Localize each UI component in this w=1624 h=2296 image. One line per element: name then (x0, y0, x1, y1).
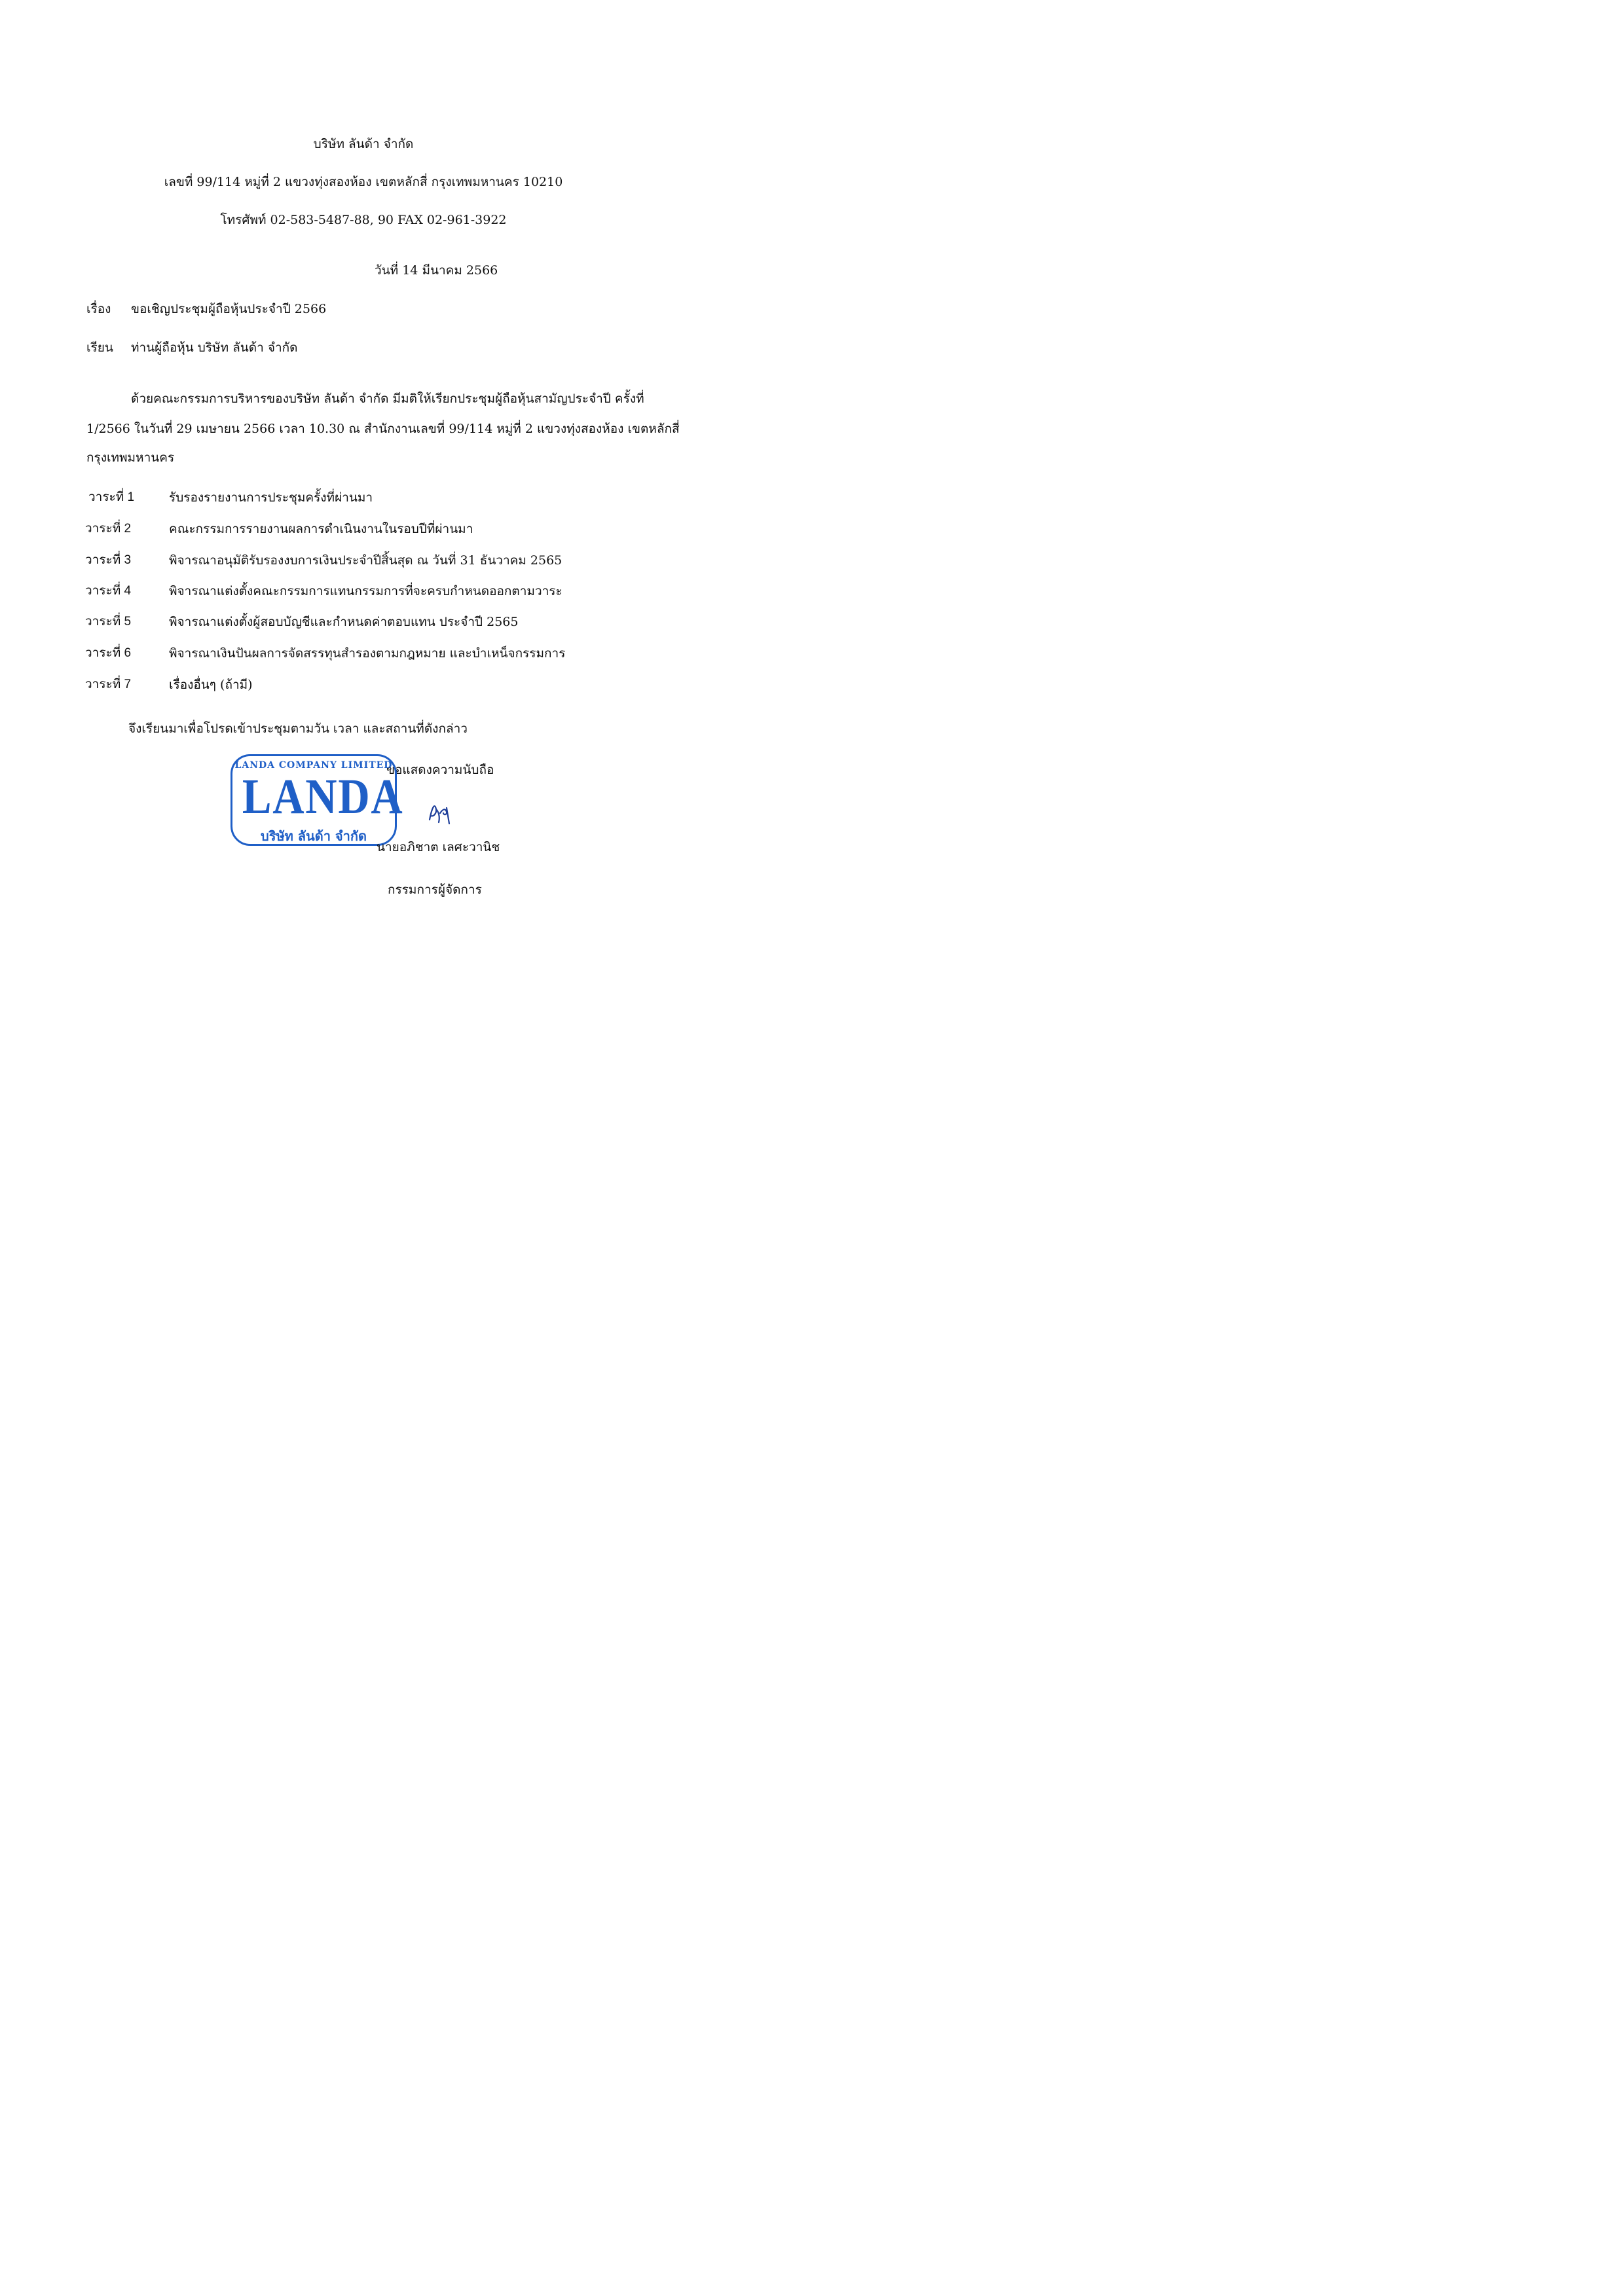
agenda-text: คณะกรรมการรายงานผลการดำเนินงานในรอบปีที่ผ่านมา (169, 522, 473, 536)
letter-date: วันที่ 14 มีนาคม 2566 (375, 263, 498, 278)
company-name: บริษัท ลันด้า จำกัด (313, 137, 414, 151)
closing-sentence: จึงเรียนมาเพื่อโปรดเข้าประชุมตามวัน เวลา และสถานที่ดังกล่าว (128, 721, 468, 736)
subject-text: ขอเชิญประชุมผู้ถือหุ้นประจำปี 2566 (131, 302, 327, 316)
company-address: เลขที่ 99/114 หมู่ที่ 2 แขวงทุ่งสองห้อง เขตหลักสี่ กรุงเทพมหานคร 10210 (164, 175, 563, 189)
agenda-number: วาระที่ 3 (85, 553, 132, 567)
body-line-2: 1/2566 ในวันที่ 29 เมษายน 2566 เวลา 10.30 ณ สำนักงานเลขที่ 99/114 หมู่ที่ 2 แขวงทุ่งสองห้อง เขตหลักสี่ (86, 422, 680, 436)
regards-text: ขอแสดงความนับถือ (386, 763, 494, 777)
agenda-text: พิจารณาแต่งตั้งคณะกรรมการแทนกรรมการที่จะครบกำหนดออกตามวาระ (169, 584, 563, 598)
letter-page (0, 0, 727, 1027)
agenda-number: วาระที่ 4 (85, 584, 132, 598)
signer-name: นายอภิชาต เลศะวานิช (377, 840, 500, 854)
body-line-1: ด้วยคณะกรรมการบริหารของบริษัท ลันด้า จำกัด มีมติให้เรียกประชุมผู้ถือหุ้นสามัญประจำปี ครั้งที่ (131, 392, 644, 406)
agenda-text: พิจารณาอนุมัติรับรองงบการเงินประจำปีสิ้นสุด ณ วันที่ 31 ธันวาคม 2565 (169, 553, 563, 568)
agenda-text: พิจารณาเงินปันผลการจัดสรรทุนสำรองตามกฎหมาย และบำเหน็จกรรมการ (169, 646, 566, 661)
stamp-top-text: LANDA COMPANY LIMITED (234, 760, 393, 771)
agenda-number: วาระที่ 1 (88, 490, 135, 504)
agenda-number: วาระที่ 7 (85, 678, 132, 691)
agenda-number: วาระที่ 6 (85, 646, 132, 660)
agenda-number: วาระที่ 5 (85, 615, 132, 629)
agenda-number: วาระที่ 2 (85, 522, 132, 536)
body-line-3: กรุงเทพมหานคร (86, 450, 175, 465)
agenda-text: เรื่องอื่นๆ (ถ้ามี) (169, 678, 253, 692)
recipient-text: ท่านผู้ถือหุ้น บริษัท ลันด้า จำกัด (131, 340, 298, 355)
company-stamp (231, 754, 404, 846)
agenda-text: พิจารณาแต่งตั้งผู้สอบบัญชีและกำหนดค่าตอบแทน ประจำปี 2565 (169, 615, 519, 629)
company-contact: โทรศัพท์ 02-583-5487-88, 90 FAX 02-961-3922 (220, 213, 507, 227)
subject-label: เรื่อง (86, 302, 111, 316)
agenda-text: รับรองรายงานการประชุมครั้งที่ผ่านมา (169, 490, 373, 505)
stamp-bottom-text: บริษัท ลันด้า จำกัด (261, 828, 367, 844)
stamp-logo-text: LANDA (242, 769, 404, 824)
recipient-label: เรียน (86, 340, 113, 355)
signer-title: กรรมการผู้จัดการ (388, 883, 482, 897)
handwritten-signature (426, 800, 456, 826)
